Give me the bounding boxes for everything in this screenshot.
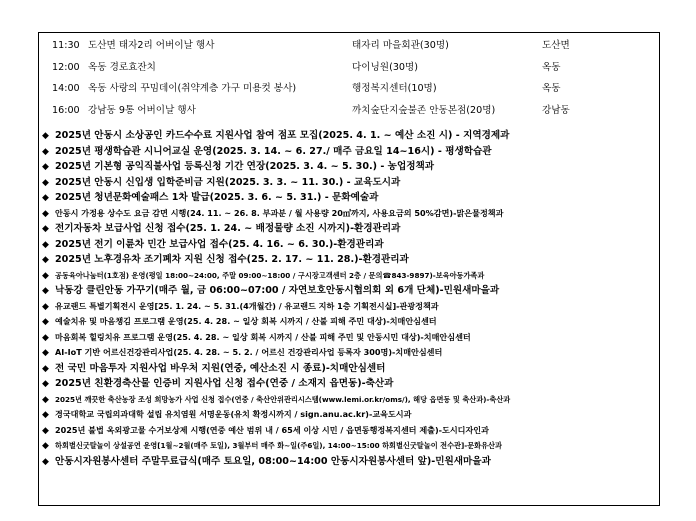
schedule-time: 14:00 <box>52 83 80 94</box>
notice-item <box>42 392 658 408</box>
notice-item <box>42 423 658 439</box>
schedule-place: 행정복지센터(10명) <box>352 83 437 94</box>
schedule-event: 옥동 경로효잔치 <box>88 61 156 73</box>
notice-text: 경국대학교 국립의과대학 설립 유치염원 서명운동(유치 확정시까지 / sign.anu.ac.kr)-교육도시과 <box>55 409 412 419</box>
schedule-row <box>52 35 652 57</box>
notice-text: 유교랜드 특별기획전시 운영[25. 1. 24. ~ 5. 31.(4개월간) / 유교랜드 지하 1층 기획전시실]-관광정책과 <box>55 300 439 311</box>
notice-item <box>42 268 658 284</box>
schedule-dong: 옥동 <box>542 61 561 73</box>
notice-text: 2025년 전기 이륜차 민간 보급사업 접수(25. 4. 16. ~ 6. 30.)-환경관리과 <box>55 238 384 250</box>
schedule-place: 태자리 마을회관(30명) <box>352 40 449 51</box>
notice-item <box>42 438 658 454</box>
schedule-dong: 도산면 <box>542 40 570 51</box>
notice-text: 2025년 기본형 공익직불사업 등록신청 기간 연장(2025. 3. 4. ~ 5. 30.) - 농업정책과 <box>55 161 435 172</box>
diamond-bullet-icon: ◆ <box>42 224 49 234</box>
notice-item <box>42 237 658 253</box>
notice-text: 마음회복 힐링치유 프로그램 운영(25. 4. 28. ~ 일상 회복 시까지 / 산불 피해 주민 및 안동시민 대상)-치매안심센터 <box>55 331 471 342</box>
notice-item <box>42 144 658 160</box>
diamond-bullet-icon: ◆ <box>42 410 49 420</box>
diamond-bullet-icon: ◆ <box>42 162 49 172</box>
notice-item <box>42 252 658 268</box>
diamond-bullet-icon: ◆ <box>42 363 49 374</box>
diamond-bullet-icon: ◆ <box>42 301 49 312</box>
diamond-bullet-icon: ◆ <box>42 425 49 436</box>
diamond-bullet-icon: ◆ <box>42 193 49 203</box>
notice-text: 2025년 평생학습관 시니어교실 운영(2025. 3. 14. ~ 6. 27./ 매주 금요일 14~16시) - 평생학습관 <box>55 145 492 157</box>
diamond-bullet-icon: ◆ <box>42 286 49 296</box>
notice-item <box>42 190 658 206</box>
schedule-dong: 옥동 <box>542 83 561 94</box>
diamond-bullet-icon: ◆ <box>42 239 49 250</box>
schedule-event: 옥동 사랑의 꾸밈데이(취약계층 가구 미용컷 봉사) <box>88 83 297 94</box>
schedule-row <box>52 78 652 100</box>
schedule-event: 강남동 9통 어버이날 행사 <box>88 104 196 116</box>
notice-text: 공동육아나눔터(1호점) 운영(평일 18:00~24:00, 주말 09:00~18:00 / 구시장고객센터 2층 / 문의☎843-9897)-보육아동가족과 <box>55 270 485 280</box>
diamond-bullet-icon: ◆ <box>42 270 49 281</box>
notice-item <box>42 299 658 315</box>
event-schedule <box>52 35 652 121</box>
notice-text: 2025년 청년문화예술패스 1차 발급(2025. 3. 6. ~ 5. 31.) - 문화예술과 <box>55 192 379 203</box>
notice-text: 하회별신굿탈놀이 상설공연 운영[1월~2월(매주 토일), 3월부터 매주 화~일(주6일), 14:00~15:00 하회별신굿탈놀이 전수관]-문화유산과 <box>55 441 502 450</box>
schedule-time: 12:00 <box>52 61 80 73</box>
notice-text: 안동시자원봉사센터 주말무료급식(매주 토요일, 08:00~14:00 안동시자원봉사센터 앞)-민원새마을과 <box>55 455 491 467</box>
notice-item <box>42 376 658 392</box>
schedule-place: 다이닝원(30명) <box>352 61 419 73</box>
notice-text: 예술치유 및 마음챙김 프로그램 운영(25. 4. 28. ~ 일상 회복 시까지 / 산불 피해 주민 대상)-치매안심센터 <box>55 316 437 326</box>
notice-text: 2025년 불법 옥외광고물 수거보상제 시행(연중 예산 범위 내 / 65세 이상 시민 / 읍면동행정복지센터 제출)-도시디자인과 <box>55 424 489 435</box>
notice-item <box>42 159 658 175</box>
notice-item <box>42 454 658 470</box>
notice-text: 낙동강 클린안동 가꾸기(매주 월, 금 06:00~07:00 / 자연보호안동시협의회 외 6개 단체)-민원새마을과 <box>55 285 500 296</box>
diamond-bullet-icon: ◆ <box>42 177 49 188</box>
notice-text: 안동시 가정용 상수도 요금 감면 시행(24. 11. ~ 26. 8. 부과분 / 월 사용량 20㎥까지, 사용요금의 50%감면)-맑은물정책과 <box>55 207 504 218</box>
notice-item <box>42 206 658 222</box>
notice-list <box>42 128 658 469</box>
notice-text: 2025년 노후경유차 조기폐차 지원 신청 접수(25. 2. 17. ~ 11. 28.)-환경관리과 <box>55 254 409 265</box>
notice-text: 2025년 친환경축산물 인증비 지원사업 신청 접수(연중 / 소재지 읍면동)-축산과 <box>55 378 394 389</box>
notice-item <box>42 330 658 346</box>
diamond-bullet-icon: ◆ <box>42 208 49 219</box>
diamond-bullet-icon: ◆ <box>42 379 49 389</box>
diamond-bullet-icon: ◆ <box>42 441 49 451</box>
diamond-bullet-icon: ◆ <box>42 348 49 358</box>
notice-text: 2025년 깨끗한 축산농장 조성 희망농가 사업 신청 접수(연중 / 축산안위관리시스템(www.lemi.or.kr/oms/), 해당 읍면동 및 축산과)-축산과 <box>55 394 511 404</box>
notice-text: 전기자동차 보급사업 신청 접수(25. 1. 24. ~ 배정물량 소진 시까지)-환경관리과 <box>55 223 401 234</box>
diamond-bullet-icon: ◆ <box>42 255 49 265</box>
notice-text: 전 국민 마음투자 지원사업 바우처 지원(연중, 예산소진 시 종료)-치매안심센터 <box>55 362 386 374</box>
notice-item <box>42 175 658 191</box>
diamond-bullet-icon: ◆ <box>42 456 49 467</box>
notice-item <box>42 128 658 144</box>
notice-item <box>42 221 658 237</box>
schedule-time: 16:00 <box>52 104 80 116</box>
notice-item <box>42 345 658 361</box>
diamond-bullet-icon: ◆ <box>42 332 49 343</box>
schedule-dong: 강남동 <box>542 104 570 116</box>
diamond-bullet-icon: ◆ <box>42 394 49 405</box>
notice-item <box>42 407 658 423</box>
diamond-bullet-icon: ◆ <box>42 146 49 157</box>
schedule-event: 도산면 태자2리 어버이날 행사 <box>88 40 215 51</box>
schedule-place: 까치숲단지숲불존 안동본점(20명) <box>352 104 496 116</box>
notice-text: 2025년 안동시 소상공인 카드수수료 지원사업 참여 점포 모집(2025. 4. 1. ~ 예산 소진 시) - 지역경제과 <box>55 130 510 141</box>
notice-text: 2025년 안동시 신입생 입학준비금 지원(2025. 3. 3. ~ 11. 30.) - 교육도시과 <box>55 176 401 188</box>
notice-item <box>42 283 658 299</box>
schedule-row <box>52 57 652 79</box>
notice-text: AI-IoT 기반 어르신건강관리사업(25. 4. 28. ~ 5. 2. / 어르신 건강관리사업 등록자 300명)-치매안심센터 <box>55 347 443 357</box>
notice-item <box>42 314 658 330</box>
diamond-bullet-icon: ◆ <box>42 131 49 141</box>
diamond-bullet-icon: ◆ <box>42 317 49 327</box>
notice-item <box>42 361 658 377</box>
schedule-time: 11:30 <box>52 40 80 51</box>
schedule-row <box>52 100 652 122</box>
